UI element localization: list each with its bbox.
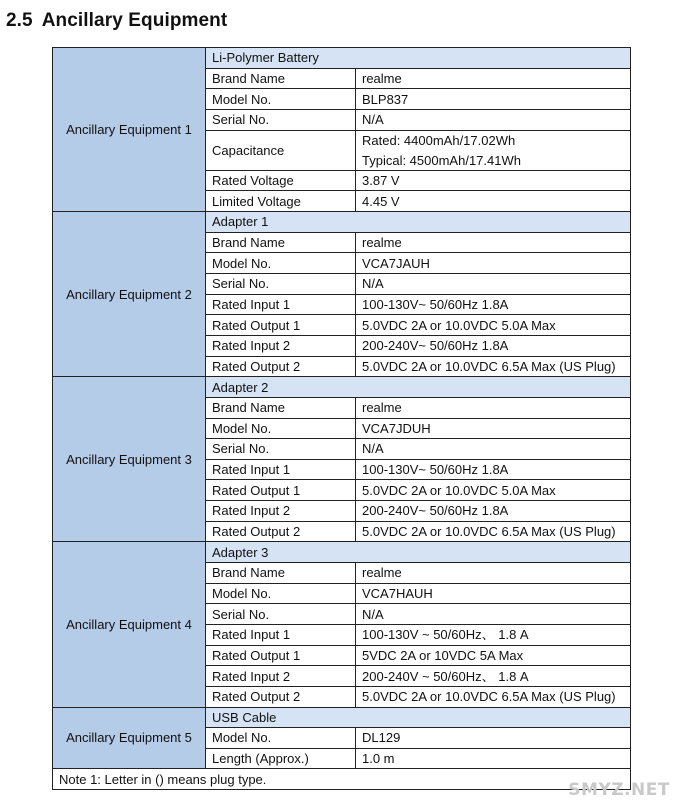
spec-value: 100-130V~ 50/60Hz 1.8A [356,459,631,480]
spec-label: Brand Name [206,397,356,418]
spec-label: Rated Output 2 [206,356,356,377]
spec-value: 100-130V ~ 50/60Hz、 1.8 A [356,624,631,645]
section-number: 2.5 [6,10,33,31]
spec-value: 5.0VDC 2A or 10.0VDC 6.5A Max (US Plug) [356,356,631,377]
spec-value: realme [356,397,631,418]
equipment-group-name: Ancillary Equipment 2 [53,212,206,377]
watermark: SMYZ.NET [568,780,670,800]
spec-value: VCA7JDUH [356,418,631,439]
spec-value: Typical: 4500mAh/17.41Wh [356,150,631,170]
spec-label: Brand Name [206,232,356,253]
spec-label: Model No. [206,583,356,604]
spec-label: Model No. [206,728,356,749]
spec-value: N/A [356,274,631,295]
spec-value: 3.87 V [356,170,631,191]
spec-label: Rated Input 2 [206,335,356,356]
equipment-type: Adapter 1 [206,212,631,233]
spec-label: Brand Name [206,563,356,584]
spec-label: Rated Output 1 [206,480,356,501]
spec-label: Length (Approx.) [206,748,356,769]
table-body [53,48,631,790]
spec-value: BLP837 [356,89,631,110]
spec-label: Serial No. [206,109,356,130]
spec-value: 5VDC 2A or 10VDC 5A Max [356,645,631,666]
equipment-group-name: Ancillary Equipment 1 [53,48,206,212]
group-header-row [53,542,631,563]
spec-label: Rated Input 1 [206,624,356,645]
spec-value: VCA7JAUH [356,253,631,274]
spec-value: 5.0VDC 2A or 10.0VDC 5.0A Max [356,480,631,501]
spec-label: Model No. [206,253,356,274]
table-note: Note 1: Letter in () means plug type. [53,769,631,790]
spec-label: Model No. [206,418,356,439]
spec-label: Rated Voltage [206,170,356,191]
equipment-group-name: Ancillary Equipment 5 [53,707,206,769]
spec-label: Capacitance [206,130,356,170]
spec-label: Rated Output 1 [206,315,356,336]
spec-value: realme [356,232,631,253]
spec-value: Rated: 4400mAh/17.02Wh [356,130,631,150]
group-header-row [53,48,631,69]
spec-label: Model No. [206,89,356,110]
section-heading [6,10,227,32]
spec-label: Brand Name [206,68,356,89]
spec-label: Rated Input 1 [206,294,356,315]
spec-value: VCA7HAUH [356,583,631,604]
spec-label: Rated Input 1 [206,459,356,480]
spec-value: 5.0VDC 2A or 10.0VDC 6.5A Max (US Plug) [356,521,631,542]
spec-label: Serial No. [206,274,356,295]
spec-value: N/A [356,439,631,460]
spec-value: 100-130V~ 50/60Hz 1.8A [356,294,631,315]
note-row [53,769,631,790]
spec-value: 5.0VDC 2A or 10.0VDC 5.0A Max [356,315,631,336]
spec-label: Rated Output 1 [206,645,356,666]
spec-value: 200-240V~ 50/60Hz 1.8A [356,501,631,522]
equipment-group-name: Ancillary Equipment 4 [53,542,206,707]
spec-label: Rated Input 2 [206,501,356,522]
spec-label: Limited Voltage [206,191,356,212]
spec-value: 4.45 V [356,191,631,212]
spec-value: DL129 [356,728,631,749]
spec-label: Serial No. [206,604,356,625]
ancillary-equipment-table [52,47,631,790]
spec-label: Serial No. [206,439,356,460]
spec-value: 5.0VDC 2A or 10.0VDC 6.5A Max (US Plug) [356,686,631,707]
spec-value: N/A [356,604,631,625]
group-header-row [53,377,631,398]
spec-value: realme [356,563,631,584]
equipment-type: Adapter 3 [206,542,631,563]
equipment-type: Li-Polymer Battery [206,48,631,69]
spec-value: 1.0 m [356,748,631,769]
equipment-group-name: Ancillary Equipment 3 [53,377,206,542]
spec-value: realme [356,68,631,89]
section-title: Ancillary Equipment [41,10,228,31]
spec-value: 200-240V ~ 50/60Hz、 1.8 A [356,666,631,687]
spec-label: Rated Output 2 [206,686,356,707]
group-header-row [53,212,631,233]
spec-value: 200-240V~ 50/60Hz 1.8A [356,335,631,356]
spec-label: Rated Input 2 [206,666,356,687]
spec-value: N/A [356,109,631,130]
spec-label: Rated Output 2 [206,521,356,542]
group-header-row [53,707,631,728]
equipment-type: Adapter 2 [206,377,631,398]
equipment-type: USB Cable [206,707,631,728]
